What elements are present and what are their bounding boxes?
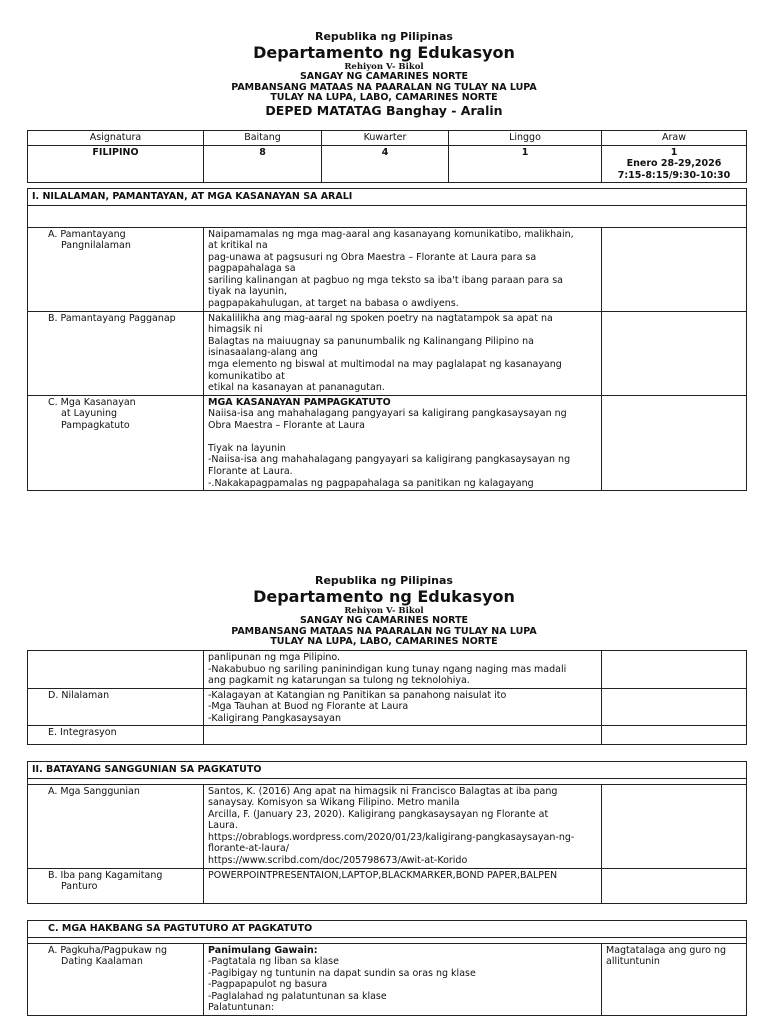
department-title: Departamento ng Edukasyon xyxy=(253,43,515,63)
row-notes xyxy=(602,943,747,1015)
label-line: C. Mga Kasanayan xyxy=(48,396,136,408)
content-line: florante-at-laura/ xyxy=(208,843,289,855)
row-content xyxy=(204,227,602,311)
row-notes xyxy=(602,688,747,726)
content-line: -Paglalahad ng palatuntunan sa klase xyxy=(208,990,387,1002)
continuation-row xyxy=(28,651,747,689)
row-content xyxy=(204,311,602,395)
row-label xyxy=(28,868,204,903)
content-line: Naiisa-isa ang mahahalagang pangyayari sa kaligirang pangkasaysayan ng xyxy=(208,408,567,420)
content-line: -Pagtatala ng liban sa klase xyxy=(208,956,339,968)
content-line: pagpapahalaga sa xyxy=(208,263,296,275)
section3-title-row xyxy=(28,921,747,938)
section3-table xyxy=(27,920,747,1016)
school-text: PAMBANSANG MATAAS NA PAARALAN NG TULAY NA LUPA xyxy=(231,81,537,93)
row-label: D. Nilalaman xyxy=(28,688,204,726)
row-label xyxy=(28,227,204,311)
plan-title: DEPED MATATAG Banghay - Aralin xyxy=(265,102,503,118)
row-b-pamantayang-pagganap xyxy=(28,311,747,395)
content-line: himagsik ni xyxy=(208,324,263,336)
section1-table xyxy=(27,188,747,491)
note-line: allituntunin xyxy=(606,956,660,968)
grade-value: 8 xyxy=(204,145,322,183)
content-line: Santos, K. (2016) Ang apat na himagsik ni Francisco Balagtas at iba pang xyxy=(208,785,558,797)
content-line: -Mga Tauhan at Buod ng Florante at Laura xyxy=(208,701,409,713)
row-c-mga-kasanayan xyxy=(28,395,747,491)
day-value xyxy=(602,145,747,183)
content-line: etikal na kasanayan at pananagutan. xyxy=(208,382,385,394)
label-line: Pangnilalaman xyxy=(61,240,131,252)
region-text: Rehiyon V- Bikol xyxy=(344,61,424,72)
section2-title: II. BATAYANG SANGGUNIAN SA PAGKATUTO xyxy=(28,762,747,779)
content-line: Naipamamalas ng mga mag-aaral ang kasanayang komunikatibo, malikhain, xyxy=(208,228,574,240)
label-line: at Layuning xyxy=(61,408,118,420)
content-heading: Panimulang Gawain: xyxy=(208,944,318,956)
content-line: isinasaalang-alang ang xyxy=(208,347,318,359)
content-line: at kritikal na xyxy=(208,240,268,252)
division-text: SANGAY NG CAMARINES NORTE xyxy=(299,615,469,627)
spacer-cell xyxy=(28,205,747,227)
content-line: tiyak na layunin, xyxy=(208,286,287,298)
row-d-nilalaman xyxy=(28,688,747,726)
info-header-cell: Linggo xyxy=(449,131,602,146)
republic-text: Republika ng Pilipinas xyxy=(315,574,453,587)
day-date: Enero 28-29,2026 xyxy=(626,158,722,170)
row-content xyxy=(204,726,602,745)
row-content xyxy=(204,868,602,903)
label-line: A. Pagkuha/Pagpukaw ng xyxy=(48,944,168,956)
row-notes xyxy=(602,651,747,689)
section2-table xyxy=(27,761,747,904)
week-value: 1 xyxy=(449,145,602,183)
section3-title: C. MGA HAKBANG SA PAGTUTURO AT PAGKATUTO xyxy=(28,921,747,938)
school-text: PAMBANSANG MATAAS NA PAARALAN NG TULAY NA LUPA xyxy=(231,625,537,637)
note-line: Magtatalaga ang guro ng xyxy=(606,944,726,956)
content-line: panlipunan ng mga Pilipino. xyxy=(208,652,341,663)
row-notes xyxy=(602,311,747,395)
label-line: B. Pamantayang Pagganap xyxy=(48,312,176,324)
row-notes xyxy=(602,227,747,311)
content-line: -Pagpapapulot ng basura xyxy=(208,979,328,991)
row-label xyxy=(28,651,204,689)
label-line: Panturo xyxy=(61,881,98,893)
info-header-cell: Araw xyxy=(602,131,747,146)
content-line: -Pagibigay ng tuntunin na dapat sundin sa oras ng klase xyxy=(208,967,476,979)
label-line: B. Iba pang Kagamitang xyxy=(48,869,163,881)
row-e-integrasyon xyxy=(28,726,747,745)
row-label xyxy=(28,311,204,395)
content-line: -Kalagayan at Katangian ng Panitikan sa panahong naisulat ito xyxy=(208,689,507,701)
content-line: Laura. xyxy=(208,820,238,832)
info-value-row xyxy=(28,145,747,183)
content-line: Arcilla, F. (January 23, 2020). Kaligirang pangkasaysayan ng Florante at xyxy=(208,808,549,820)
section1-title: I. NILALAMAN, PAMANTAYAN, AT MGA KASANAYAN SA ARALI xyxy=(28,189,747,206)
row-content xyxy=(204,395,602,491)
row-label xyxy=(28,395,204,491)
content-line: pag-unawa at pagsusuri ng Obra Maestra – Florante at Laura para sa xyxy=(208,251,537,263)
quarter-value: 4 xyxy=(322,145,449,183)
content-line: POWERPOINTPRESENTAION,LAPTOP,BLACKMARKER,BOND PAPER,BALPEN xyxy=(208,869,558,881)
info-header-cell: Baitang xyxy=(204,131,322,146)
continuation-table xyxy=(27,650,747,745)
content-line: sariling kalinangan at pagbuo ng mga teksto sa iba't ibang paraan para sa xyxy=(208,274,563,286)
content-line: sanaysay. Komisyon sa Wikang Filipino. Metro manila xyxy=(208,797,460,809)
row-label: E. Integrasyon xyxy=(28,726,204,745)
row-a-pamantayang-pangnilalaman xyxy=(28,227,747,311)
day-number: 1 xyxy=(670,146,678,158)
row-content xyxy=(204,784,602,868)
content-line: Balagtas na maiuugnay sa panunumbalik ng Kalinangang Pilipino na xyxy=(208,335,534,347)
row-notes xyxy=(602,726,747,745)
row-a-pagkuha-dating-kaalaman xyxy=(28,943,747,1015)
lesson-info-table xyxy=(27,130,747,183)
content-line: -.Nakakapagpamalas ng pagpapahalaga sa panitikan ng kalagayang xyxy=(208,477,534,489)
row-a-mga-sanggunian xyxy=(28,784,747,868)
content-line: Tiyak na layunin xyxy=(208,442,286,454)
content-line: ang pagkamit ng katarungan sa tulong ng teknolohiya. xyxy=(208,675,470,687)
content-line: Nakalilikha ang mag-aaral ng spoken poetry na nagtatampok sa apat na xyxy=(208,312,553,324)
row-notes xyxy=(602,784,747,868)
content-line: mga elemento ng biswal at multimodal na may paglalapat ng kasanayang xyxy=(208,358,562,370)
content-line: Palatuntunan: xyxy=(208,1002,275,1014)
row-label xyxy=(28,943,204,1015)
page1-header xyxy=(0,31,768,118)
content-line: pagpapakahulugan, at target na babasa o awdiyens. xyxy=(208,298,459,310)
spacer-row xyxy=(28,205,747,227)
content-line: https://www.scribd.com/doc/205798673/Awit-at-Korido xyxy=(208,855,468,867)
label-line: A. Pamantayang xyxy=(48,228,126,240)
info-header-row xyxy=(28,131,747,146)
division-text: SANGAY NG CAMARINES NORTE xyxy=(299,71,469,83)
row-b-kagamitang-panturo xyxy=(28,868,747,903)
label-line: Pampagkatuto xyxy=(61,419,130,431)
section2-title-row xyxy=(28,762,747,779)
info-header-cell: Asignatura xyxy=(28,131,204,146)
content-line: -Kaligirang Pangkasaysayan xyxy=(208,712,342,724)
content-line: Florante at Laura. xyxy=(208,466,293,478)
content-line: -Naiisa-isa ang mahahalagang pangyayari sa kaligirang pangkasaysayan ng xyxy=(208,454,571,466)
address-text: TULAY NA LUPA, LABO, CAMARINES NORTE xyxy=(270,92,498,104)
day-time: 7:15-8:15/9:30-10:30 xyxy=(617,169,731,181)
content-line: https://obrablogs.wordpress.com/2020/01/23/kaligirang-pangkasaysayan-ng- xyxy=(208,831,575,843)
row-notes xyxy=(602,395,747,491)
section1-title-row xyxy=(28,189,747,206)
row-content xyxy=(204,943,602,1015)
page2-header xyxy=(0,575,768,648)
row-content xyxy=(204,688,602,726)
info-header-cell: Kuwarter xyxy=(322,131,449,146)
content-heading: MGA KASANAYAN PAMPAGKATUTO xyxy=(208,396,391,408)
content-line: -Nakabubuo ng sariling paninindigan kung tunay ngang naging mas madali xyxy=(208,663,567,675)
label-line: Dating Kaalaman xyxy=(61,956,143,968)
department-title: Departamento ng Edukasyon xyxy=(253,587,515,607)
row-notes xyxy=(602,868,747,903)
subject-value: FILIPINO xyxy=(28,145,204,183)
region-text: Rehiyon V- Bikol xyxy=(344,605,424,616)
content-line xyxy=(208,431,597,443)
address-text: TULAY NA LUPA, LABO, CAMARINES NORTE xyxy=(270,636,498,648)
content-line: Obra Maestra – Florante at Laura xyxy=(208,419,365,431)
row-label: A. Mga Sanggunian xyxy=(28,784,204,868)
row-content xyxy=(204,651,602,689)
content-line: komunikatibo at xyxy=(208,370,285,382)
republic-text: Republika ng Pilipinas xyxy=(315,30,453,43)
